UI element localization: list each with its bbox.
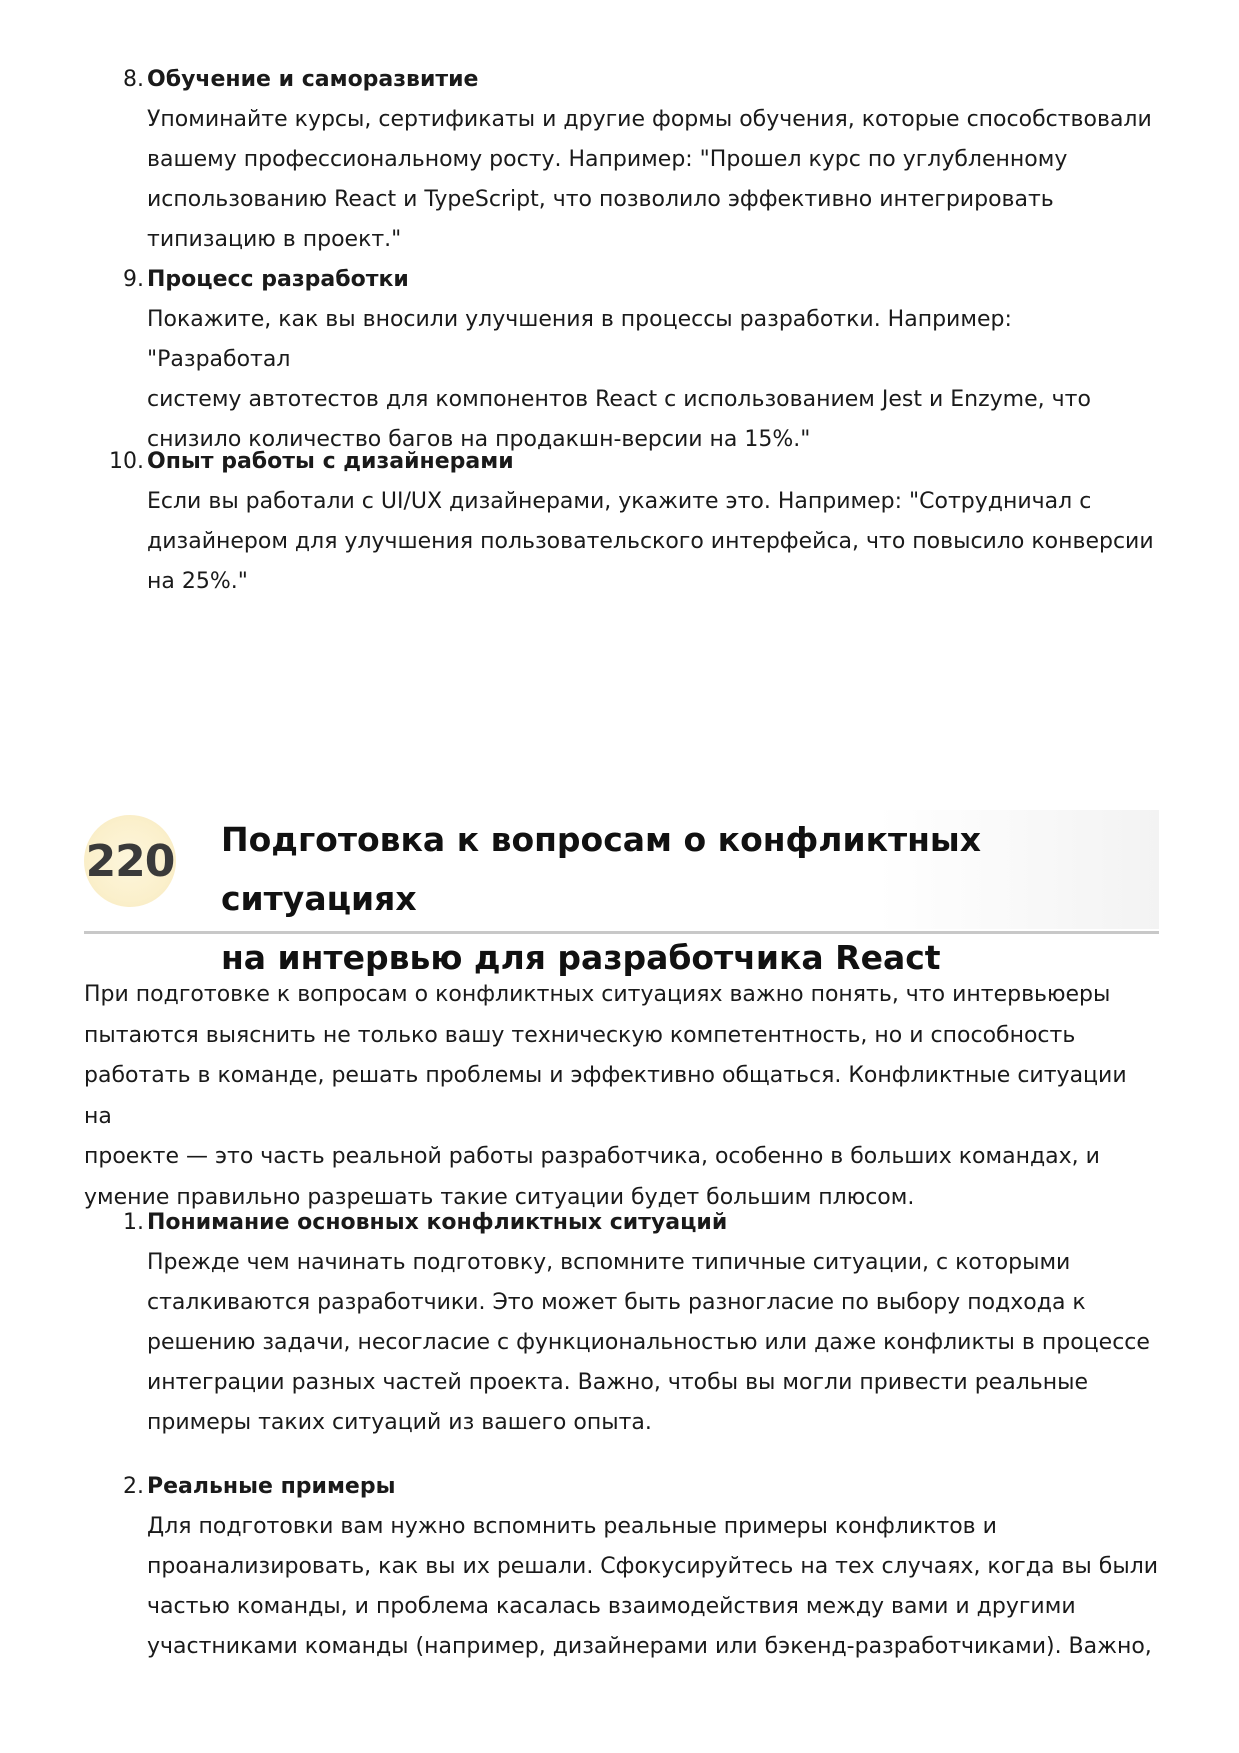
chapter-number: 220 [85, 835, 175, 887]
list-item-number: 9. [123, 267, 144, 292]
list-item-text: Упоминайте курсы, сертификаты и другие формы обучения, которые способствовали вашему профессиональному росту. Например: "Прошел курс по углубленному использованию React и TypeScript, что позволило эффективно интегрировать типизацию в проект." [147, 107, 1152, 252]
chapter-divider [84, 931, 1159, 934]
list-item-text: Если вы работали с UI/UX дизайнерами, укажите это. Например: "Сотрудничал с дизайнером для улучшения пользовательского интерфейса, что повысило конверсии на 25%." [147, 489, 1154, 594]
list-item-number: 2. [123, 1474, 144, 1499]
numbered-list-bottom [84, 1203, 1159, 1667]
numbered-list-top [84, 60, 1159, 602]
list-item [84, 1467, 1159, 1667]
list-item-number: 1. [123, 1210, 144, 1235]
list-item [84, 442, 1159, 602]
list-item-number: 8. [123, 67, 144, 92]
list-item-title: Опыт работы с дизайнерами [147, 449, 514, 474]
chapter-title: Подготовка к вопросам о конфликтных ситуациях на интервью для разработчика React [221, 820, 982, 977]
list-item-title: Обучение и саморазвитие [147, 67, 479, 92]
list-item-text: Прежде чем начинать подготовку, вспомните типичные ситуации, с которыми сталкиваются разработчики. Это может быть разногласие по выбору подхода к решению задачи, несогласие с функциональностью или даже конфликты в процессе интеграции разных частей проекта. Важно, чтобы вы могли привести реальные примеры таких ситуаций из вашего опыта. [147, 1250, 1150, 1435]
list-item-title: Процесс разработки [147, 267, 409, 292]
list-item [84, 260, 1159, 452]
chapter-header [84, 810, 1159, 977]
list-item-number: 10. [109, 449, 144, 474]
document-page [84, 0, 1159, 1753]
list-item-title: Реальные примеры [147, 1474, 396, 1499]
list-item-text: Для подготовки вам нужно вспомнить реальные примеры конфликтов и проанализировать, как вы их решали. Сфокусируйтесь на тех случаях, когда вы были частью команды, и проблема касалась взаимодействия между вами и другими участниками команды (например, дизайнерами или бэкенд-разработчиками). Важно, [147, 1514, 1159, 1659]
list-item [84, 1203, 1159, 1467]
intro-paragraph: При подготовке к вопросам о конфликтных ситуациях важно понять, что интервьюеры пытаются выяснить не только вашу техническую компетентность, но и способность работать в команде, решать проблемы и эффективно общаться. Конфликтные ситуации на проекте — это часть реальной работы разработчика, особенно в больших командах, и умение правильно разрешать такие ситуации будет большим плюсом. [84, 982, 1127, 1210]
chapter-number-badge [84, 815, 176, 907]
list-item-title: Понимание основных конфликтных ситуаций [147, 1210, 728, 1235]
list-item-text: Покажите, как вы вносили улучшения в процессы разработки. Например: "Разработал систему автотестов для компонентов React с использованием Jest и Enzyme, что снизило количество багов на продакшн-версии на 15%." [147, 307, 1091, 452]
list-item [84, 60, 1159, 260]
